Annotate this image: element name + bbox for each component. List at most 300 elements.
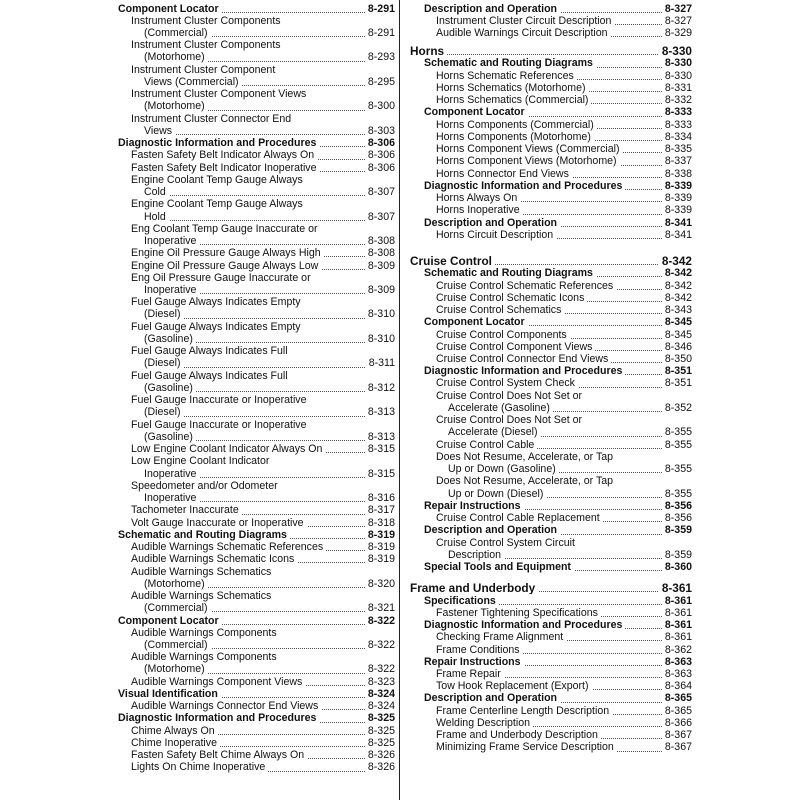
toc-entry-title: Fuel Gauge Inaccurate or Inoperative [131, 419, 310, 431]
toc-entry-title: Engine Coolant Temp Gauge Always [131, 198, 306, 210]
toc-entry[interactable] [100, 725, 395, 737]
toc-entry[interactable] [404, 668, 692, 680]
toc-entry[interactable] [404, 70, 692, 82]
toc-entry-title: Cruise Control System Circuit [436, 537, 578, 549]
page-number: 8-316 [365, 492, 395, 504]
toc-entry-title: Cruise Control [410, 255, 495, 267]
toc-entry[interactable] [100, 566, 395, 590]
page-number: 8-293 [365, 51, 395, 63]
page-number: 8-320 [365, 578, 395, 590]
toc-entry[interactable] [100, 247, 395, 259]
toc-entry-title: Views (Commercial) [144, 76, 242, 88]
toc-entry-title: Up or Down (Diesel) [448, 488, 546, 500]
toc-entry-title: Chime Always On [131, 725, 218, 737]
toc-entry[interactable] [100, 676, 395, 688]
toc-entry-title: (Motorhome) [144, 51, 208, 63]
page-number: 8-350 [662, 353, 692, 365]
toc-entry-title: Cruise Control Component Views [436, 341, 595, 353]
toc-entry-title: Audible Warnings Schematic References [131, 541, 326, 553]
toc-entry[interactable] [100, 627, 395, 651]
toc-entry-title: Instrument Cluster Component [131, 64, 278, 76]
toc-entry-title: Horns Schematics (Motorhome) [436, 82, 589, 94]
toc-entry-title: Frame and Underbody Description [436, 729, 601, 741]
page-number: 8-366 [662, 717, 692, 729]
toc-entry-title: Description and Operation [424, 524, 560, 536]
toc-entry[interactable] [404, 15, 692, 27]
page-number: 8-342 [662, 267, 692, 279]
toc-entry[interactable] [404, 729, 692, 741]
toc-entry[interactable] [404, 741, 692, 753]
toc-entry-title: Diagnostic Information and Procedures [424, 619, 625, 631]
toc-entry[interactable] [404, 168, 692, 180]
toc-entry-title: (Commercial) [144, 639, 211, 651]
page-number: 8-363 [662, 668, 692, 680]
toc-right-column [404, 0, 692, 800]
toc-entry-title: Description and Operation [424, 692, 560, 704]
toc-entry[interactable] [100, 553, 395, 565]
page-number: 8-324 [365, 688, 395, 700]
toc-entry-title: Audible Warnings Schematic Icons [131, 553, 297, 565]
toc-entry-title: Audible Warnings Connector End Views [131, 700, 321, 712]
page-number: 8-360 [662, 561, 692, 573]
toc-entry[interactable] [100, 517, 395, 529]
toc-entry[interactable] [100, 88, 395, 112]
toc-entry[interactable] [404, 192, 692, 204]
page-number: 8-291 [365, 27, 395, 39]
toc-entry[interactable] [404, 680, 692, 692]
toc-entry[interactable] [404, 82, 692, 94]
toc-entry-title: (Gasoline) [144, 431, 196, 443]
page-number: 8-334 [662, 131, 692, 143]
toc-entry-title: Accelerate (Gasoline) [448, 402, 553, 414]
toc-entry[interactable] [404, 717, 692, 729]
toc-entry[interactable] [100, 761, 395, 773]
toc-entry-title: Schematic and Routing Diagrams [118, 529, 290, 541]
page-number: 8-327 [662, 15, 692, 27]
toc-entry-title: Cruise Control Schematics [436, 304, 564, 316]
page-number: 8-367 [662, 741, 692, 753]
page-number: 8-300 [365, 100, 395, 112]
toc-entry-title: Cruise Control Cable Replacement [436, 512, 603, 524]
toc-entry[interactable] [404, 119, 692, 131]
page-number: 8-343 [662, 304, 692, 316]
toc-entry-title: Repair Instructions [424, 656, 524, 668]
toc-subsection-entry[interactable] [404, 316, 692, 328]
page-number: 8-330 [662, 70, 692, 82]
toc-entry[interactable] [100, 345, 395, 369]
toc-subsection-entry[interactable] [404, 267, 692, 279]
page-number: 8-363 [662, 656, 692, 668]
toc-entry-title: Diagnostic Information and Procedures [424, 365, 625, 377]
page-number: 8-361 [662, 619, 692, 631]
toc-entry-title: Tow Hook Replacement (Export) [436, 680, 592, 692]
page-number: 8-362 [662, 644, 692, 656]
toc-entry[interactable] [100, 370, 395, 394]
page-number: 8-359 [662, 549, 692, 561]
page-number: 8-342 [662, 292, 692, 304]
page-number: 8-338 [662, 168, 692, 180]
page-number: 8-309 [365, 260, 395, 272]
toc-entry-title: Audible Warnings Circuit Description [436, 27, 611, 39]
toc-entry-title: Views [144, 125, 175, 137]
toc-entry[interactable] [404, 607, 692, 619]
page-number: 8-339 [662, 180, 692, 192]
toc-entry-title: Specifications [424, 595, 499, 607]
toc-entry-title: Instrument Cluster Connector End [131, 113, 294, 125]
toc-entry[interactable] [404, 353, 692, 365]
toc-entry[interactable] [404, 475, 692, 499]
toc-entry-title: Engine Oil Pressure Gauge Always High [131, 247, 324, 259]
toc-subsection-entry[interactable] [404, 692, 692, 704]
page-number: 8-326 [365, 761, 395, 773]
toc-subsection-entry[interactable] [404, 656, 692, 668]
toc-entry-title: Horns Schematics (Commercial) [436, 94, 591, 106]
toc-entry-title: Audible Warnings Component Views [131, 676, 305, 688]
toc-entry[interactable] [404, 143, 692, 155]
toc-entry-title: Cruise Control Cable [436, 439, 537, 451]
dot-leader [144, 220, 395, 221]
toc-entry-title: Audible Warnings Schematics [131, 590, 274, 602]
column-divider [399, 0, 400, 800]
toc-subsection-entry[interactable] [404, 180, 692, 192]
toc-entry[interactable] [404, 451, 692, 475]
toc-entry[interactable] [100, 394, 395, 418]
page-number: 8-325 [365, 712, 395, 724]
page-number: 8-335 [662, 143, 692, 155]
toc-entry-title: (Commercial) [144, 27, 211, 39]
page-number: 8-339 [662, 204, 692, 216]
toc-entry-title: Description [448, 549, 504, 561]
toc-subsection-entry[interactable] [100, 688, 395, 700]
page-number: 8-323 [365, 676, 395, 688]
toc-subsection-entry[interactable] [404, 500, 692, 512]
toc-entry[interactable] [404, 644, 692, 656]
toc-entry-title: Checking Frame Alignment [436, 631, 566, 643]
toc-entry-title: Component Locator [424, 106, 528, 118]
toc-entry-title: (Diesel) [144, 406, 184, 418]
toc-entry-title: Diagnostic Information and Procedures [118, 712, 319, 724]
toc-entry-title: Horns Schematic References [436, 70, 577, 82]
toc-entry-title: Repair Instructions [424, 500, 524, 512]
page-number: 8-313 [365, 431, 395, 443]
toc-entry[interactable] [100, 419, 395, 443]
page-number: 8-356 [662, 500, 692, 512]
toc-subsection-entry[interactable] [404, 3, 692, 15]
toc-entry-title: Engine Oil Pressure Gauge Always Low [131, 260, 321, 272]
toc-entry-title: Fuel Gauge Always Indicates Full [131, 370, 291, 382]
toc-entry[interactable] [100, 504, 395, 516]
page-number: 8-306 [365, 162, 395, 174]
toc-subsection-entry[interactable] [100, 712, 395, 724]
toc-entry-title: Engine Coolant Temp Gauge Always [131, 174, 306, 186]
toc-entry-title: Instrument Cluster Component Views [131, 88, 309, 100]
toc-entry-title: Welding Description [436, 717, 533, 729]
toc-entry-title: Tachometer Inaccurate [131, 504, 242, 516]
toc-entry-title: Frame Repair [436, 668, 504, 680]
page-number: 8-367 [662, 729, 692, 741]
toc-entry[interactable] [100, 39, 395, 63]
toc-subsection-entry[interactable] [404, 595, 692, 607]
page-number: 8-311 [366, 357, 395, 369]
toc-entry-title: Cruise Control Components [436, 329, 570, 341]
page-number: 8-361 [659, 582, 692, 594]
toc-entry-title: Volt Gauge Inaccurate or Inoperative [131, 517, 307, 529]
toc-entry[interactable] [100, 162, 395, 174]
toc-entry[interactable] [100, 15, 395, 39]
toc-entry[interactable] [100, 590, 395, 614]
page-number: 8-325 [365, 725, 395, 737]
toc-entry-title: Fastener Tightening Specifications [436, 607, 601, 619]
toc-left-column [100, 0, 395, 800]
page-number: 8-321 [365, 602, 395, 614]
toc-entry-title: (Gasoline) [144, 382, 196, 394]
toc-entry-title: Instrument Cluster Circuit Description [436, 15, 614, 27]
toc-subsection-entry[interactable] [100, 137, 395, 149]
dot-leader [410, 54, 692, 55]
page-number: 8-319 [365, 529, 395, 541]
page-number: 8-318 [365, 517, 395, 529]
page-number: 8-333 [662, 119, 692, 131]
toc-entry-title: Inoperative [144, 468, 199, 480]
page-number: 8-308 [365, 247, 395, 259]
toc-entry[interactable] [404, 377, 692, 389]
toc-entry-title: Horns Connector End Views [436, 168, 572, 180]
page-number: 8-315 [365, 443, 395, 455]
toc-entry-title: Horns Circuit Description [436, 229, 556, 241]
toc-entry[interactable] [100, 198, 395, 222]
toc-entry-title: Diagnostic Information and Procedures [118, 137, 319, 149]
toc-entry-title: Cruise Control Schematic References [436, 280, 616, 292]
page-number: 8-365 [662, 705, 692, 717]
page-number: 8-341 [662, 229, 692, 241]
toc-entry-title: Frame Conditions [436, 644, 523, 656]
toc-entry[interactable] [100, 541, 395, 553]
page-number: 8-317 [365, 504, 395, 516]
toc-entry-title: Cruise Control Does Not Set or [436, 390, 585, 402]
page-number: 8-359 [662, 524, 692, 536]
page-number: 8-306 [365, 149, 395, 161]
toc-section-heading[interactable] [404, 582, 692, 594]
toc-entry-title: Speedometer and/or Odometer [131, 480, 281, 492]
toc-entry[interactable] [404, 341, 692, 353]
page-number: 8-307 [365, 186, 395, 198]
toc-entry-title: (Gasoline) [144, 333, 196, 345]
toc-entry-title: Fuel Gauge Inaccurate or Inoperative [131, 394, 310, 406]
page-number: 8-356 [662, 512, 692, 524]
page-number: 8-351 [662, 377, 692, 389]
page-number: 8-345 [662, 329, 692, 341]
toc-entry[interactable] [100, 296, 395, 320]
toc-entry-title: Inoperative [144, 284, 199, 296]
toc-entry-title: Description and Operation [424, 217, 560, 229]
toc-subsection-entry[interactable] [404, 524, 692, 536]
toc-entry-title: (Diesel) [144, 357, 184, 369]
toc-entry-title: Frame Centerline Length Description [436, 705, 612, 717]
page-number: 8-361 [662, 595, 692, 607]
toc-entry-title: Instrument Cluster Components [131, 39, 284, 51]
toc-section-heading[interactable] [404, 45, 692, 57]
toc-entry[interactable] [100, 113, 395, 137]
page-number: 8-324 [365, 700, 395, 712]
page-number: 8-322 [365, 663, 395, 675]
toc-subsection-entry[interactable] [100, 529, 395, 541]
page-number: 8-346 [662, 341, 692, 353]
page-number: 8-355 [662, 439, 692, 451]
toc-entry[interactable] [404, 27, 692, 39]
page-number: 8-319 [365, 553, 395, 565]
dot-leader [144, 195, 395, 196]
page-number: 8-342 [659, 255, 692, 267]
page-number: 8-351 [662, 365, 692, 377]
toc-section-heading[interactable] [404, 255, 692, 267]
toc-subsection-entry[interactable] [404, 619, 692, 631]
toc-entry-title: Diagnostic Information and Procedures [424, 180, 625, 192]
toc-entry[interactable] [404, 512, 692, 524]
page-number: 8-310 [365, 308, 395, 320]
toc-entry[interactable] [404, 229, 692, 241]
toc-entry-title: Cruise Control Connector End Views [436, 353, 611, 365]
toc-entry[interactable] [100, 737, 395, 749]
toc-entry-title: Description and Operation [424, 3, 560, 15]
toc-entry[interactable] [404, 414, 692, 438]
toc-entry[interactable] [100, 64, 395, 88]
page-number: 8-310 [365, 333, 395, 345]
toc-entry-title: Cruise Control System Check [436, 377, 578, 389]
page-number: 8-306 [365, 137, 395, 149]
toc-subsection-entry[interactable] [100, 3, 395, 15]
toc-subsection-entry[interactable] [404, 57, 692, 69]
toc-entry[interactable] [404, 537, 692, 561]
toc-entry-title: Fuel Gauge Always Indicates Full [131, 345, 291, 357]
toc-entry-title: Horns Components (Commercial) [436, 119, 597, 131]
toc-entry-title: Lights On Chime Inoperative [131, 761, 268, 773]
toc-entry[interactable] [404, 94, 692, 106]
toc-entry[interactable] [404, 631, 692, 643]
page-number: 8-355 [662, 426, 692, 438]
toc-entry[interactable] [404, 131, 692, 143]
toc-entry-title: Minimizing Frame Service Description [436, 741, 617, 753]
toc-entry-title: Fasten Safety Belt Indicator Inoperative [131, 162, 320, 174]
toc-entry-title: (Diesel) [144, 308, 184, 320]
toc-entry-title: (Motorhome) [144, 100, 208, 112]
toc-entry-title: Fuel Gauge Always Indicates Empty [131, 321, 304, 333]
toc-entry[interactable] [404, 705, 692, 717]
toc-entry[interactable] [100, 443, 395, 455]
toc-entry[interactable] [100, 651, 395, 675]
page-number: 8-303 [365, 125, 395, 137]
toc-entry[interactable] [100, 174, 395, 198]
page-number: 8-337 [662, 155, 692, 167]
toc-entry[interactable] [404, 155, 692, 167]
page-number: 8-333 [662, 106, 692, 118]
toc-entry-title: Cold [144, 186, 169, 198]
toc-entry-title: Horns Component Views (Commercial) [436, 143, 623, 155]
page-number: 8-308 [365, 235, 395, 247]
toc-entry-title: Low Engine Coolant Indicator Always On [131, 443, 325, 455]
page-number: 8-361 [662, 631, 692, 643]
page-number: 8-291 [365, 3, 395, 15]
page-number: 8-341 [662, 217, 692, 229]
toc-entry[interactable] [404, 292, 692, 304]
page-number: 8-295 [365, 76, 395, 88]
page-number: 8-325 [365, 737, 395, 749]
toc-entry[interactable] [404, 390, 692, 414]
toc-entry[interactable] [404, 329, 692, 341]
toc-entry-title: Low Engine Coolant Indicator [131, 455, 272, 467]
toc-entry-title: Inoperative [144, 235, 199, 247]
page-number: 8-342 [662, 280, 692, 292]
toc-entry-title: Component Locator [424, 316, 528, 328]
toc-entry[interactable] [100, 149, 395, 161]
toc-entry[interactable] [100, 321, 395, 345]
toc-entry-title: (Commercial) [144, 602, 211, 614]
toc-entry-title: Audible Warnings Components [131, 651, 280, 663]
page-number: 8-312 [365, 382, 395, 394]
toc-entry-title: Eng Coolant Temp Gauge Inaccurate or [131, 223, 321, 235]
toc-entry-title: Inoperative [144, 492, 199, 504]
page-number: 8-322 [365, 615, 395, 627]
toc-entry[interactable] [100, 223, 395, 247]
toc-entry[interactable] [404, 304, 692, 316]
toc-entry-title: Audible Warnings Components [131, 627, 280, 639]
toc-entry-title: Schematic and Routing Diagrams [424, 57, 596, 69]
page-number: 8-355 [662, 488, 692, 500]
toc-entry[interactable] [100, 272, 395, 296]
toc-subsection-entry[interactable] [404, 217, 692, 229]
toc-subsection-entry[interactable] [100, 615, 395, 627]
toc-entry-title: (Motorhome) [144, 663, 208, 675]
toc-entry-title: Frame and Underbody [410, 582, 538, 594]
page-number: 8-339 [662, 192, 692, 204]
toc-entry-title: Horns Inoperative [436, 204, 523, 216]
page-number: 8-319 [365, 541, 395, 553]
page-number: 8-307 [365, 211, 395, 223]
page-number: 8-327 [662, 3, 692, 15]
page-number: 8-313 [365, 406, 395, 418]
toc-subsection-entry[interactable] [404, 365, 692, 377]
toc-subsection-entry[interactable] [404, 561, 692, 573]
toc-entry-title: Fasten Safety Belt Indicator Always On [131, 149, 317, 161]
toc-entry[interactable] [100, 700, 395, 712]
page-number: 8-309 [365, 284, 395, 296]
toc-entry-title: Special Tools and Equipment [424, 561, 574, 573]
toc-entry[interactable] [100, 455, 395, 479]
toc-entry-title: Horns Always On [436, 192, 520, 204]
page-number: 8-326 [365, 749, 395, 761]
toc-entry-title: Chime Inoperative [131, 737, 220, 749]
toc-entry[interactable] [100, 480, 395, 504]
toc-entry-title: (Motorhome) [144, 578, 208, 590]
toc-entry[interactable] [404, 204, 692, 216]
toc-entry-title: Visual Identification [118, 688, 221, 700]
page-number: 8-315 [365, 468, 395, 480]
toc-entry-title: Cruise Control Does Not Set or [436, 414, 585, 426]
toc-entry[interactable] [404, 280, 692, 292]
toc-subsection-entry[interactable] [404, 106, 692, 118]
page-number: 8-332 [662, 94, 692, 106]
toc-entry[interactable] [404, 439, 692, 451]
toc-entry[interactable] [100, 749, 395, 761]
page-number: 8-355 [662, 463, 692, 475]
toc-entry-title: Does Not Resume, Accelerate, or Tap [436, 451, 616, 463]
page-number: 8-352 [662, 402, 692, 414]
toc-entry-title: Component Locator [118, 615, 222, 627]
toc-entry[interactable] [100, 260, 395, 272]
page-number: 8-329 [662, 27, 692, 39]
toc-entry-title: Fuel Gauge Always Indicates Empty [131, 296, 304, 308]
page-number: 8-364 [662, 680, 692, 692]
dot-leader [144, 134, 395, 135]
